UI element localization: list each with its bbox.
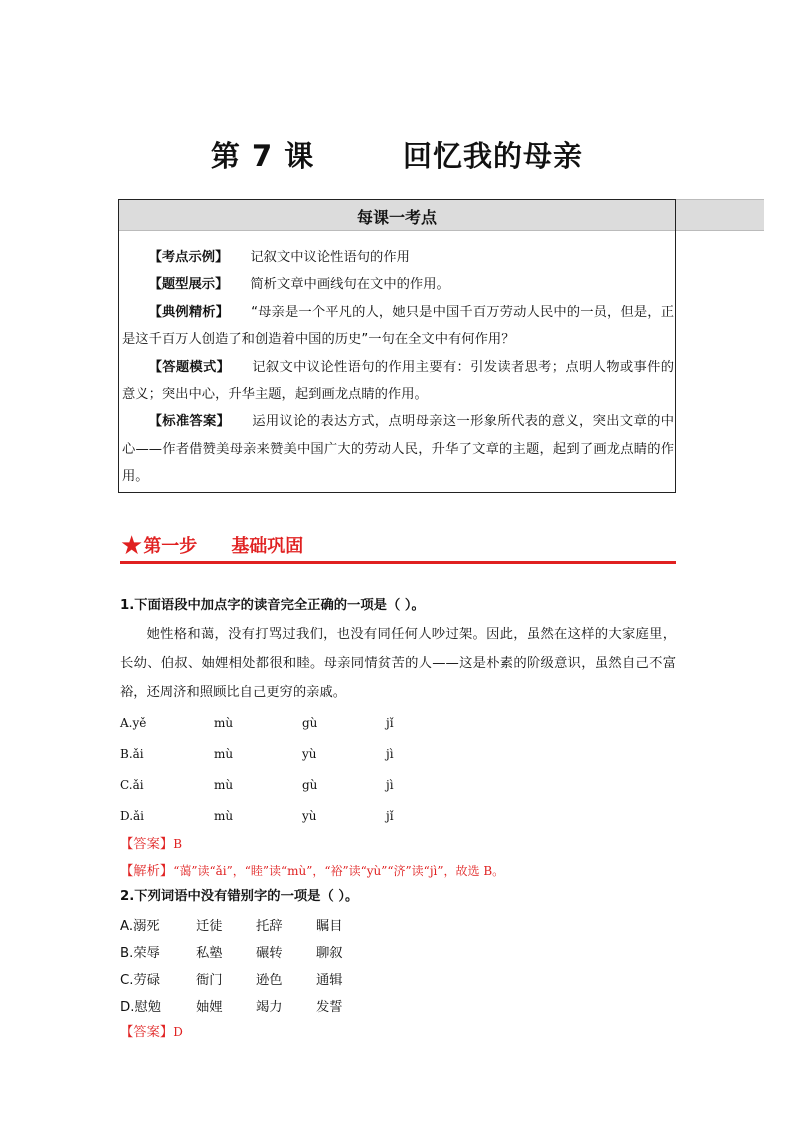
key-point-item xyxy=(122,271,674,298)
question-2-answer: 【答案】D xyxy=(120,1025,183,1040)
option-row: B.荣辱 私塾 碾转 聊叙 xyxy=(120,946,343,961)
question-1-analysis: 【解析】“蔼”读“ǎi”，“睦”读“mù”，“裕”读“yù”“济”读“jì”，故选 B。 xyxy=(120,864,505,879)
section-step: 第一步 xyxy=(143,536,198,557)
option-row: A.溺死 迁徒 托辞 瞩目 xyxy=(120,919,343,934)
option-row: D.慰勉 妯娌 竭力 发誓 xyxy=(120,1000,343,1015)
question-1-title: 1.下面语段中加点字的读音完全正确的一项是（ ）。 xyxy=(120,598,425,613)
option-row: C.ǎi mù gù jì xyxy=(120,777,394,792)
key-point-body xyxy=(122,244,674,491)
key-point-item xyxy=(122,244,674,271)
option-row: A.yě mù gù jǐ xyxy=(120,715,394,730)
page-title: 第 7 课 回忆我的母亲 xyxy=(210,139,584,173)
question-1-answer: 【答案】B xyxy=(120,837,183,852)
questions xyxy=(120,596,676,1046)
key-point-item xyxy=(122,299,674,354)
item-text: 记叙文中议论性语句的作用主要有：引发读者思考；点明人物或事件的意义；突出中心，升华主题，起到画龙点睛的作用。 xyxy=(122,359,675,403)
item-text: 运用议论的表达方式，点明母亲这一形象所代表的意义，突出文章的中心——作者借赞美母亲来赞美中国广大的劳动人民，升华了文章的主题，起到了画龙点睛的作用。 xyxy=(122,414,675,485)
item-text: “母亲是一个平凡的人，她只是中国千百万劳动人民中的一员，但是，正是这千百万人创造了和创造着中国的历史”一句在全文中有何作用？ xyxy=(122,304,675,348)
option-row: B.ǎi mù yù jì xyxy=(120,746,394,761)
key-point-item xyxy=(122,408,674,490)
option-row: C.劳碌 衙门 逊色 通辑 xyxy=(120,973,343,988)
item-tag: 【标准答案】 xyxy=(148,414,231,430)
question-1-passage: 她性格和蔼，没有打骂过我们，也没有同任何人吵过架。因此，虽然在这样的大家庭里，长幼、伯叔、妯娌相处都很和睦。母亲同情贫苦的人——这是朴素的阶级意识，虽然自己不富裕，还周济和照顾比自己更穷的亲戚。 xyxy=(120,627,676,700)
key-point-item xyxy=(122,354,674,409)
item-tag: 【题型展示】 xyxy=(148,277,229,293)
option-row: D.ǎi mù yù jǐ xyxy=(120,808,394,823)
item-tag: 【典例精析】 xyxy=(148,304,230,320)
item-text: 记叙文中议论性语句的作用 xyxy=(250,250,410,265)
item-tag: 【考点示例】 xyxy=(148,250,229,265)
section-name: 基础巩固 xyxy=(231,536,304,557)
star-icon: ★ xyxy=(120,531,144,561)
key-point-header: 每课一考点 xyxy=(356,208,437,227)
section-heading xyxy=(120,532,676,564)
question-2-title: 2.下列词语中没有错别字的一项是（ ）。 xyxy=(120,889,359,904)
item-tag: 【答题模式】 xyxy=(148,359,231,375)
item-text: 简析文章中画线句在文中的作用。 xyxy=(250,277,450,293)
